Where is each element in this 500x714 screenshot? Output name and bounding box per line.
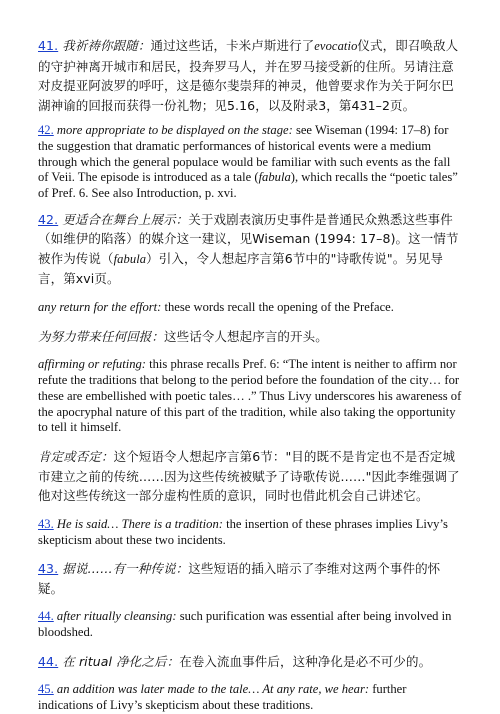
note-lemma: 为努力带来任何回报： (38, 328, 165, 344)
note-42-en (38, 123, 462, 202)
note-lemma: 肯定或否定： (38, 449, 114, 465)
note-text: further indications of Livy’s skepticism about these traditions. (38, 682, 407, 713)
note-lemma: affirming or refuting: (38, 357, 146, 372)
note-text: the insertion of these phrases implies Livy’s skepticism about these two incidents. (38, 516, 448, 547)
note-text: 这个短语令人想起序言第6节："目的既不是肯定也不是否定城市建立之前的传统……因为这些传统被赋予了诗歌传说……"因此李维强调了他对这些传统这一部分虚构性质的意识，同时也借此机会自己讲述它。 (38, 449, 460, 504)
note-number-link[interactable]: 43. (38, 561, 59, 577)
note-lemma: 我祈祷你跟随： (62, 38, 151, 53)
note-lemma: after ritually cleansing: (56, 609, 177, 624)
note-text: 通过这些话，卡米卢斯进行了 (150, 38, 315, 53)
note-lemma: He is said… There is a tradition: (56, 516, 223, 531)
note-43-en (38, 517, 462, 549)
note-term: evocatio (314, 39, 358, 53)
note-44-zh (38, 652, 462, 672)
note-number-link[interactable]: 44. (38, 653, 59, 669)
note-text: 仪式，即召唤敌人的守护神离开城市和居民，投奔罗马人，并在罗马接受新的住所。另请注意对皮提亚阿波罗的呼吁，这是德尔斐崇拜的神灵，他曾要求作为关于阿尔巴湖神谕的回报而获得一份礼物；见5.16，以及附录3，第431–2页。 (38, 38, 459, 113)
note-lemma: any return for the effort: (38, 299, 162, 314)
note-number-link[interactable]: 42. (38, 211, 59, 227)
note-effort-zh (38, 327, 462, 347)
note-text: 这些话令人想起序言的开头。 (164, 328, 328, 344)
note-effort-en (38, 300, 462, 316)
note-affirm-zh (38, 447, 462, 506)
note-text: 在卷入流血事件后，这种净化是必不可少的。 (179, 653, 432, 669)
note-41-zh (38, 36, 462, 115)
note-number-link[interactable]: 41. (38, 38, 59, 53)
note-text: ）引入，令人想起序言第6节中的"诗歌传说"。另见导言，第xvi页。 (38, 250, 444, 287)
note-lemma: more appropriate to be displayed on the stage: (56, 123, 293, 137)
note-term: fabula (258, 170, 291, 185)
note-text: this phrase recalls Pref. 6: “The intent is neither to affirm nor refute the traditions that belong to the period before the foundation of the city… for these are embellished with poetic tales… .” Thus Livy underscores his awareness of the apocryphal nature of this part of the tradition, while also taking the opportunity to tell it himself. (38, 357, 462, 435)
note-number-link[interactable]: 43. (38, 516, 54, 531)
note-text: 关于戏剧表演历史事件是普通民众熟悉这些事件（如维伊的陷落）的媒介这一建议，见Wiseman (1994: 17–8)。这一情节被作为传说（ (38, 211, 459, 266)
note-affirm-en (38, 357, 462, 436)
note-45-en (38, 682, 462, 714)
note-text: see Wiseman (1994: 17–8) for the suggestion that dramatic performances of historical events were a medium through which the general populace would be familiar with such events as the fall of Veii. The episode is introduced as a tale ( (38, 123, 451, 185)
note-44-en (38, 609, 462, 641)
note-43-zh (38, 559, 462, 598)
note-number-link[interactable]: 42. (38, 123, 54, 137)
note-number-link[interactable]: 44. (38, 609, 54, 624)
note-term: fabula (113, 251, 147, 266)
note-lemma: 据说……有一种传说： (62, 561, 189, 577)
note-number-link[interactable]: 45. (38, 682, 54, 697)
note-text: these words recall the opening of the Preface. (164, 299, 394, 314)
note-text: such purification was essential after being involved in bloodshed. (38, 609, 452, 640)
note-text: ), which recalls the “poetic tales” of Pref. 6. See also Introduction, p. xvi. (38, 170, 458, 201)
note-42-zh (38, 210, 462, 289)
note-text: 这些短语的插入暗示了李维对这两个事件的怀疑。 (38, 561, 441, 596)
note-lemma: 更适合在舞台上展示： (62, 211, 189, 227)
note-lemma: 在 ritual 净化之后： (62, 653, 180, 669)
note-lemma: an addition was later made to the tale… At any rate, we hear: (56, 682, 370, 697)
